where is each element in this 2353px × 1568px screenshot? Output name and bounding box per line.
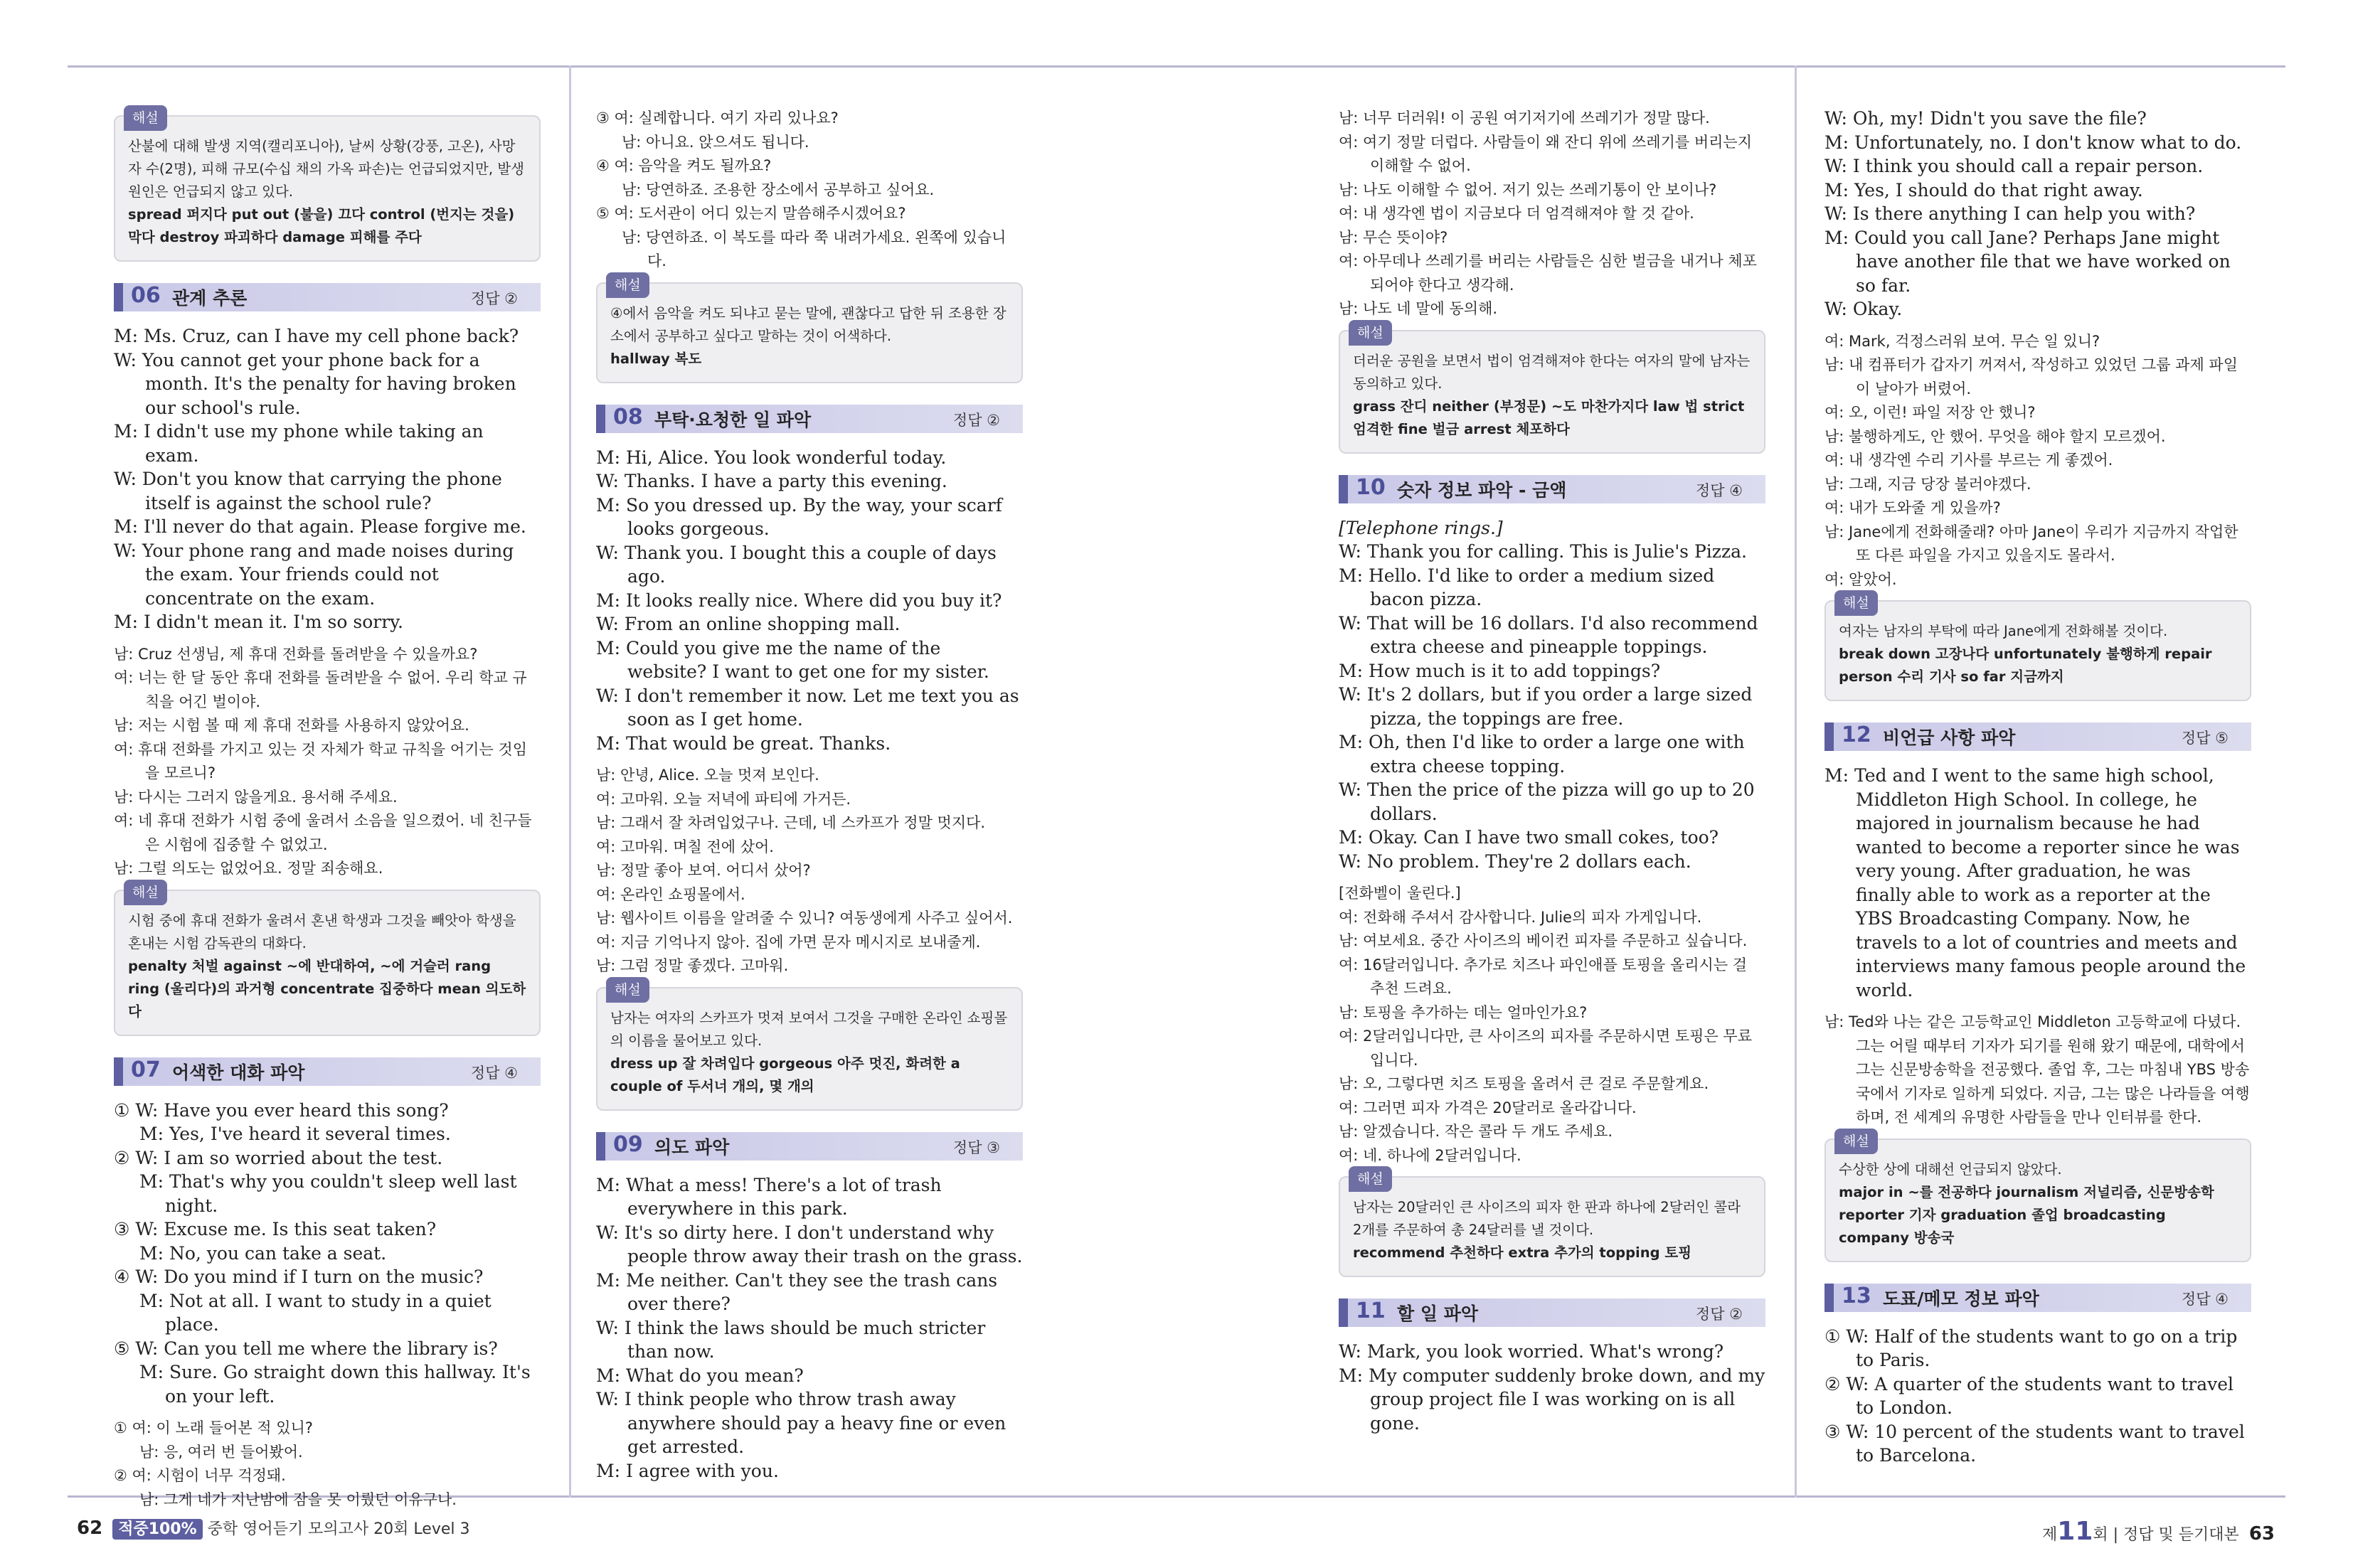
script-line: 남: 불행하게도, 안 했어. 무엇을 해야 할지 모르겠어.	[1824, 427, 2166, 445]
script-line: 남: Cruz 선생님, 제 휴대 전화를 돌려받을 수 있을까요?	[114, 645, 478, 663]
script-line: M: What a mess! There's a lot of trash everywhere in this park.	[596, 1174, 942, 1219]
explanation-tag: 해설	[1349, 1166, 1392, 1192]
explanation-tag: 해설	[1834, 590, 1878, 616]
script-line: 남: 그럼 정말 좋겠다. 고마워.	[596, 957, 789, 974]
script-line: ② 여: 시험이 너무 걱정돼.	[114, 1467, 286, 1484]
explanation-text: ④에서 음악을 켜도 되냐고 묻는 말에, 괜찮다고 답한 뒤 조용한 장소에서 공부하고 싶다고 말하는 것이 어색하다.	[610, 304, 1006, 344]
script-line: 여: 내 생각엔 수리 기사를 부르는 게 좋겠어.	[1824, 452, 2113, 469]
script-line: M: It looks really nice. Where did you buy it?	[596, 590, 1002, 611]
section-header-12	[1824, 722, 2251, 751]
section-number: 08	[613, 404, 643, 430]
script-line: ① W: Half of the students want to go on a trip to Paris.	[1824, 1326, 2238, 1370]
script-line: M: Hi, Alice. You look wonderful today.	[596, 447, 947, 468]
book-title: 중학 영어듣기 모의고사 20회 Level 3	[207, 1520, 470, 1538]
script-line: W: Mark, you look worried. What's wrong?	[1339, 1341, 1724, 1362]
vocabulary: spread 퍼지다 put out (불을) 끄다 control (번지는 것을) 막다 destroy 파괴하다 damage 피해를 주다	[128, 206, 515, 245]
script-line: 남: Jane에게 전화해줄래? 아마 Jane이 우리가 지금까지 작업한 또 다른 파일을 가지고 있을지도 몰라서.	[1824, 523, 2238, 564]
script-line: M: I didn't mean it. I'm so sorry.	[114, 612, 403, 632]
script-line: 남: 저는 시험 볼 때 제 휴대 전화를 사용하지 않았어요.	[114, 717, 469, 734]
script-line: ④ W: Do you mind if I turn on the music?	[114, 1266, 484, 1287]
script-en	[1824, 1325, 2251, 1468]
script-line: M: Ms. Cruz, can I have my cell phone back?	[114, 326, 519, 346]
section-header-06	[114, 283, 541, 311]
section-number: 12	[1842, 722, 1871, 747]
vocabulary: penalty 처벌 against ~에 반대하여, ~에 거슬러 rang ring (울리다)의 과거형 concentrate 집중하다 mean 의도하다	[128, 957, 526, 1020]
script-line: 남: 다시는 그러지 않을게요. 용서해 주세요.	[114, 788, 398, 806]
script-line: 여: 아무데나 쓰레기를 버리는 사람들은 심한 벌금을 내거나 체포되어야 한다고 생각해.	[1339, 252, 1757, 294]
column-divider	[569, 65, 571, 1498]
script-ko	[1824, 330, 2251, 592]
script-line: 남: 내 컴퓨터가 갑자기 꺼져서, 작성하고 있었던 그룹 과제 파일이 날아가 버렸어.	[1824, 356, 2238, 398]
script-line: M: My computer suddenly broke down, and my group project file I was working on is all gone.	[1339, 1365, 1765, 1434]
column-1	[114, 107, 541, 1512]
script-line: 여: 고마워. 오늘 저녁에 파티에 가거든.	[596, 790, 851, 808]
section-header-13	[1824, 1284, 2251, 1312]
series-badge: 적중100%	[112, 1519, 202, 1540]
script-line: 남: 정말 좋아 보여. 어디서 샀어?	[596, 862, 811, 879]
script-line: 여: 너는 한 달 동안 휴대 전화를 돌려받을 수 없어. 우리 학교 규칙을 어긴 벌이야.	[114, 669, 527, 710]
script-ko	[1339, 107, 1765, 321]
section-header-10	[1339, 475, 1765, 503]
vocabulary: major in ~를 전공하다 journalism 저널리즘, 신문방송학 reporter 기자 graduation 졸업 broadcasting company 방송국	[1839, 1183, 2214, 1246]
answer-label: 정답 ④	[2181, 1290, 2229, 1308]
explanation-tag: 해설	[1349, 320, 1392, 346]
script-line: 여: 전화해 주셔서 감사합니다. Julie의 피자 가게입니다.	[1339, 908, 1702, 926]
script-line: W: Thank you. I bought this a couple of days ago.	[596, 542, 997, 587]
script-line: 남: 여보세요. 중간 사이즈의 베이컨 피자를 주문하고 싶습니다.	[1339, 932, 1748, 949]
script-line: 여: 그러면 피자 가격은 20달러로 올라갑니다.	[1339, 1099, 1637, 1116]
script-line: W: I don't remember it now. Let me text you as soon as I get home.	[596, 685, 1019, 730]
section-title: 부탁·요청한 일 파악	[654, 409, 812, 430]
script-line: 여: 고마워. 며칠 전에 샀어.	[596, 838, 774, 855]
explanation-text: 수상한 상에 대해선 언급되지 않았다.	[1839, 1161, 2062, 1178]
script-line: M: That would be great. Thanks.	[596, 732, 891, 754]
test-prefix: 제	[2042, 1526, 2058, 1544]
script-en	[1824, 107, 2251, 321]
vocabulary: recommend 추천하다 extra 추가의 topping 토핑	[1353, 1244, 1692, 1261]
script-line: W: From an online shopping mall.	[596, 614, 901, 634]
explanation-text: 더러운 공원을 보면서 법이 엄격해져야 한다는 여자의 말에 남자는 동의하고 있다.	[1353, 352, 1751, 392]
explanation-text: 산불에 대해 발생 지역(캘리포니아), 날씨 상황(강풍, 고온), 사망자 수(2명), 피해 규모(수십 채의 가옥 파손)는 언급되었지만, 발생 원인은 언급되지 않고 있다.	[128, 138, 524, 200]
section-number: 13	[1842, 1283, 1871, 1308]
script-line: M: I didn't use my phone while taking an exam.	[114, 421, 484, 466]
script-ko	[1824, 1010, 2251, 1130]
section-number: 06	[131, 283, 161, 308]
script-line: 여: 내 생각엔 법이 지금보다 더 엄격해져야 할 것 같아.	[1339, 205, 1694, 222]
script-line: ③ W: 10 percent of the students want to travel to Barcelona.	[1824, 1421, 2245, 1466]
answer-label: 정답 ②	[952, 411, 1000, 429]
script-line: M: Me neither. Can't they see the trash cans over there?	[596, 1269, 998, 1314]
script-line: 여: 내가 도와줄 게 있을까?	[1824, 499, 2001, 516]
script-line: 여: 네 휴대 전화가 시험 중에 울려서 소음을 일으켰어. 네 친구들은 시험에 집중할 수 없었고.	[114, 812, 532, 853]
script-line: M: Could you give me the name of the website? I want to get one for my sister.	[596, 637, 989, 682]
script-line: M: I agree with you.	[596, 1460, 779, 1481]
script-line: ③ W: Excuse me. Is this seat taken?	[114, 1219, 437, 1239]
script-line: 남: 안녕, Alice. 오늘 멋져 보인다.	[596, 767, 819, 784]
script-en	[596, 446, 1023, 756]
script-line: ② W: I am so worried about the test.	[114, 1147, 443, 1168]
section-title: 도표/메모 정보 파악	[1883, 1288, 2039, 1309]
explanation-tag: 해설	[124, 880, 167, 905]
section-title: 할 일 파악	[1397, 1303, 1479, 1324]
script-line: M: Could you call Jane? Perhaps Jane might have another file that we have worked on so far.	[1824, 227, 2231, 296]
script-line: 남: 나도 이해할 수 없어. 저기 있는 쓰레기통이 안 보이나?	[1339, 181, 1717, 198]
script-en	[596, 1173, 1023, 1483]
script-line: 남: 알겠습니다. 작은 콜라 두 개도 주세요.	[1339, 1123, 1613, 1140]
script-line: M: Unfortunately, no. I don't know what to do.	[1824, 132, 2242, 153]
script-line: W: I think the laws should be much stricter than now.	[596, 1317, 986, 1362]
explanation-box	[1339, 324, 1765, 454]
script-line: M: How much is it to add toppings?	[1339, 660, 1661, 681]
script-line: 남: 당연하죠. 조용한 장소에서 공부하고 싶어요.	[622, 181, 935, 198]
script-line: ① 여: 이 노래 들어본 적 있니?	[114, 1419, 313, 1436]
answer-label: 정답 ②	[470, 290, 518, 307]
script-ko	[596, 764, 1023, 978]
script-line: 여: 온라인 쇼핑몰에서.	[596, 885, 745, 903]
answer-label: 정답 ⑤	[2181, 730, 2229, 747]
vocabulary: break down 고장나다 unfortunately 불행하게 repair person 수리 기사 so far 지금까지	[1839, 646, 2212, 685]
section-number: 07	[131, 1057, 161, 1082]
script-line: ⑤ W: Can you tell me where the library is?	[114, 1338, 498, 1359]
column-3	[1339, 107, 1765, 1435]
script-line: 여: 여기 정말 더럽다. 사람들이 왜 잔디 위에 쓰레기를 버리는지 이해할 수 없어.	[1339, 133, 1752, 174]
script-line: W: It's 2 dollars, but if you order a large sized pizza, the toppings are free.	[1339, 684, 1753, 729]
section-header-08	[596, 405, 1023, 433]
vocabulary: grass 잔디 neither (부정문) ~도 마찬가지다 law 법 strict 엄격한 fine 벌금 arrest 체포하다	[1353, 398, 1745, 437]
script-line: 남: 웹사이트 이름을 알려줄 수 있니? 여동생에게 사주고 싶어서.	[596, 910, 1013, 927]
section-number: 11	[1356, 1298, 1386, 1323]
script-line: 남: 나도 네 말에 동의해.	[1339, 300, 1498, 317]
script-line: 남: 당연하죠. 이 복도를 따라 쭉 내려가세요. 왼쪽에 있습니다.	[622, 228, 1006, 270]
section-title: 숫자 정보 파악 - 금액	[1397, 479, 1567, 501]
section-header-11	[1339, 1298, 1765, 1327]
script-line: M: No, you can take a seat.	[139, 1242, 387, 1264]
script-line: ④ 여: 음악을 켜도 될까요?	[596, 157, 772, 174]
script-line: ② W: A quarter of the students want to travel to London.	[1824, 1373, 2234, 1418]
script-line: M: Okay. Can I have two small cokes, too?	[1339, 827, 1719, 848]
script-line: 남: 오, 그렇다면 치즈 토핑을 올려서 큰 걸로 주문할게요.	[1339, 1075, 1709, 1092]
script-line: M: Yes, I should do that right away.	[1824, 179, 2143, 201]
vocabulary: dress up 잘 차려입다 gorgeous 아주 멋진, 화려한 a couple of 두서너 개의, 몇 개의	[610, 1055, 960, 1094]
explanation-box	[596, 981, 1023, 1111]
script-line: 남: 그래서 잘 차려입었구나. 근데, 네 스카프가 정말 멋지다.	[596, 814, 986, 831]
script-line: M: Not at all. I want to study in a quiet place.	[139, 1290, 492, 1335]
script-line: [Telephone rings.]	[1339, 517, 1503, 538]
explanation-text: 여자는 남자의 부탁에 따라 Jane에게 전화해볼 것이다.	[1839, 623, 2168, 639]
script-ko	[1339, 882, 1765, 1168]
section-title: 의도 파악	[654, 1136, 730, 1158]
script-line: ⑤ 여: 도서관이 어디 있는지 말씀해주시겠어요?	[596, 205, 906, 222]
script-line: W: I think you should call a repair person.	[1824, 156, 2204, 176]
script-line: 여: Mark, 걱정스러워 보여. 무슨 일 있니?	[1824, 332, 2100, 350]
script-line: W: Is there anything I can help you with?	[1824, 203, 2196, 224]
section-number: 09	[613, 1131, 643, 1157]
page-number: 63	[2248, 1523, 2275, 1545]
explanation-tag: 해설	[1834, 1129, 1878, 1154]
script-line: 남: 무슨 뜻이야?	[1339, 228, 1448, 246]
column-2	[596, 107, 1023, 1483]
script-line: M: Oh, then I'd like to order a large one with extra cheese topping.	[1339, 732, 1745, 777]
answer-label: 정답 ④	[470, 1064, 518, 1082]
script-line: 여: 16달러입니다. 추가로 치즈나 파인애플 토핑을 올리시는 걸 추천 드려요.	[1339, 956, 1748, 997]
script-line: ③ 여: 실례합니다. 여기 자리 있나요?	[596, 110, 839, 127]
script-line: W: It's so dirty here. I don't understand why people throw away their trash on the grass.	[596, 1222, 1023, 1266]
footer-right	[2042, 1517, 2275, 1546]
test-number: 11	[2057, 1517, 2093, 1546]
script-line: 여: 2달러입니다만, 큰 사이즈의 피자를 주문하시면 토핑은 무료입니다.	[1339, 1028, 1752, 1069]
section-title: 어색한 대화 파악	[172, 1062, 305, 1083]
column-4	[1824, 107, 2251, 1468]
explanation-tag: 해설	[606, 272, 649, 298]
explanation-box	[114, 110, 541, 262]
script-line: ① W: Have you ever heard this song?	[114, 1099, 449, 1121]
script-line: M: Ted and I went to the same high school, Middleton High School. In college, he majored in journalism because he had wanted to become a reporter since he was very young. After graduation, he was finally able to work as a reporter at the YBS Broadcasting Company. Now, he travels to a lot of countries and meets and interviews many famous people around the world.	[1824, 765, 2246, 1001]
page-number: 62	[77, 1518, 103, 1539]
script-en	[1339, 1340, 1765, 1435]
script-line: M: Hello. I'd like to order a medium sized bacon pizza.	[1339, 565, 1715, 609]
script-line: M: Yes, I've heard it several times.	[139, 1124, 451, 1144]
script-line: W: Thank you for calling. This is Julie's Pizza.	[1339, 541, 1747, 562]
script-line: M: Sure. Go straight down this hallway. It's on your left.	[139, 1362, 531, 1407]
script-line: 남: 아니요. 앉으셔도 됩니다.	[622, 133, 809, 151]
script-line: 여: 알았어.	[1824, 570, 1897, 588]
script-line: 남: 너무 더러워! 이 공원 여기저기에 쓰레기가 정말 많다.	[1339, 110, 1710, 127]
script-en	[1339, 516, 1765, 874]
script-ko	[114, 1417, 541, 1512]
explanation-text: 시험 중에 휴대 전화가 울려서 혼낸 학생과 그것을 빼앗아 학생을 혼내는 시험 감독관의 대화다.	[128, 912, 516, 951]
script-line: M: That's why you couldn't sleep well last night.	[139, 1171, 517, 1216]
explanation-tag: 해설	[606, 977, 649, 1003]
script-line: W: I think people who throw trash away anywhere should pay a heavy fine or even get arrested.	[596, 1389, 1006, 1457]
section-header-09	[596, 1132, 1023, 1161]
script-line: 남: 토핑을 추가하는 데는 얼마인가요?	[1339, 1003, 1588, 1021]
script-line: 남: 그래, 지금 당장 불러야겠다.	[1824, 475, 2031, 493]
script-line: 남: 그럴 의도는 없었어요. 정말 죄송해요.	[114, 860, 383, 877]
explanation-text: 남자는 20달러인 큰 사이즈의 피자 한 판과 하나에 2달러인 콜라 2개를 주문하여 총 24달러를 낼 것이다.	[1353, 1199, 1741, 1238]
script-line: W: That will be 16 dollars. I'd also recommend extra cheese and pineapple toppings.	[1339, 612, 1758, 657]
script-line: W: No problem. They're 2 dollars each.	[1339, 850, 1691, 872]
footer-left	[77, 1517, 469, 1539]
explanation-box	[1339, 1171, 1765, 1277]
script-line: 여: 지금 기억나지 않아. 집에 가면 문자 메시지로 보내줄게.	[596, 933, 981, 951]
script-line: M: What do you mean?	[596, 1365, 804, 1386]
test-suffix: 회 | 정답 및 듣기대본	[2093, 1526, 2239, 1544]
answer-label: 정답 ④	[1695, 481, 1743, 499]
explanation-text: 남자는 여자의 스카프가 멋져 보여서 그것을 구매한 온라인 쇼핑몰의 이름을 물어보고 있다.	[610, 1009, 1008, 1049]
section-title: 관계 추론	[172, 288, 248, 309]
explanation-box	[596, 277, 1023, 383]
script-line: 남: Ted와 나는 같은 고등학교인 Middleton 고등학교에 다녔다. 그는 어릴 때부터 기자가 되기를 원해 왔기 때문에, 대학에서 그는 신문방송학을 전공했다. 졸업 후, 그는 마침내 YBS 방송국에서 기자로 일하게 되었다. 지금, 그는 많은 나라들을 여행하며, 전 세계의 유명한 사람들을 만나 인터뷰를 한다.	[1824, 1013, 2250, 1126]
script-en	[1824, 764, 2251, 1002]
answer-label: 정답 ②	[1695, 1306, 1743, 1323]
script-line: W: Then the price of the pizza will go up to 20 dollars.	[1339, 779, 1755, 824]
script-line: W: Okay.	[1824, 299, 1903, 319]
explanation-box	[114, 884, 541, 1036]
script-line: 여: 네. 하나에 2달러입니다.	[1339, 1146, 1521, 1164]
script-line: M: I'll never do that again. Please forgive me.	[114, 516, 526, 537]
script-line: 여: 오, 이런! 파일 저장 안 했니?	[1824, 404, 2036, 421]
section-number: 10	[1356, 474, 1386, 500]
script-ko	[114, 643, 541, 881]
script-line: [전화벨이 울린다.]	[1339, 885, 1461, 902]
explanation-tag: 해설	[124, 105, 167, 131]
script-line: W: Thanks. I have a party this evening.	[596, 471, 947, 491]
script-line: W: Your phone rang and made noises during the exam. Your friends could not concentrate on the exam.	[114, 540, 514, 609]
top-rule	[68, 65, 2285, 68]
explanation-box	[1824, 1133, 2251, 1262]
script-line: 남: 그게 네가 지난밤에 잠을 못 이뤘던 이유구나.	[139, 1490, 457, 1508]
script-ko	[596, 107, 1023, 274]
script-line: 여: 휴대 전화를 가지고 있는 것 자체가 학교 규칙을 어기는 것임을 모르니?	[114, 740, 527, 782]
answer-label: 정답 ③	[952, 1138, 1000, 1156]
section-header-07	[114, 1057, 541, 1086]
script-en	[114, 1099, 541, 1409]
column-divider	[1795, 65, 1797, 1498]
script-en	[114, 324, 541, 634]
section-title: 비언급 사항 파악	[1883, 727, 2016, 748]
script-line: W: You cannot get your phone back for a month. It's the penalty for having broken our school's rule.	[114, 349, 516, 418]
script-line: M: So you dressed up. By the way, your scarf looks gorgeous.	[596, 494, 1002, 539]
explanation-box	[1824, 595, 2251, 701]
vocabulary: hallway 복도	[610, 350, 702, 367]
script-line: 남: 응, 여러 번 들어봤어.	[139, 1443, 303, 1461]
script-line: W: Don't you know that carrying the phone itself is against the school rule?	[114, 469, 502, 513]
script-line: W: Oh, my! Didn't you save the file?	[1824, 108, 2147, 129]
